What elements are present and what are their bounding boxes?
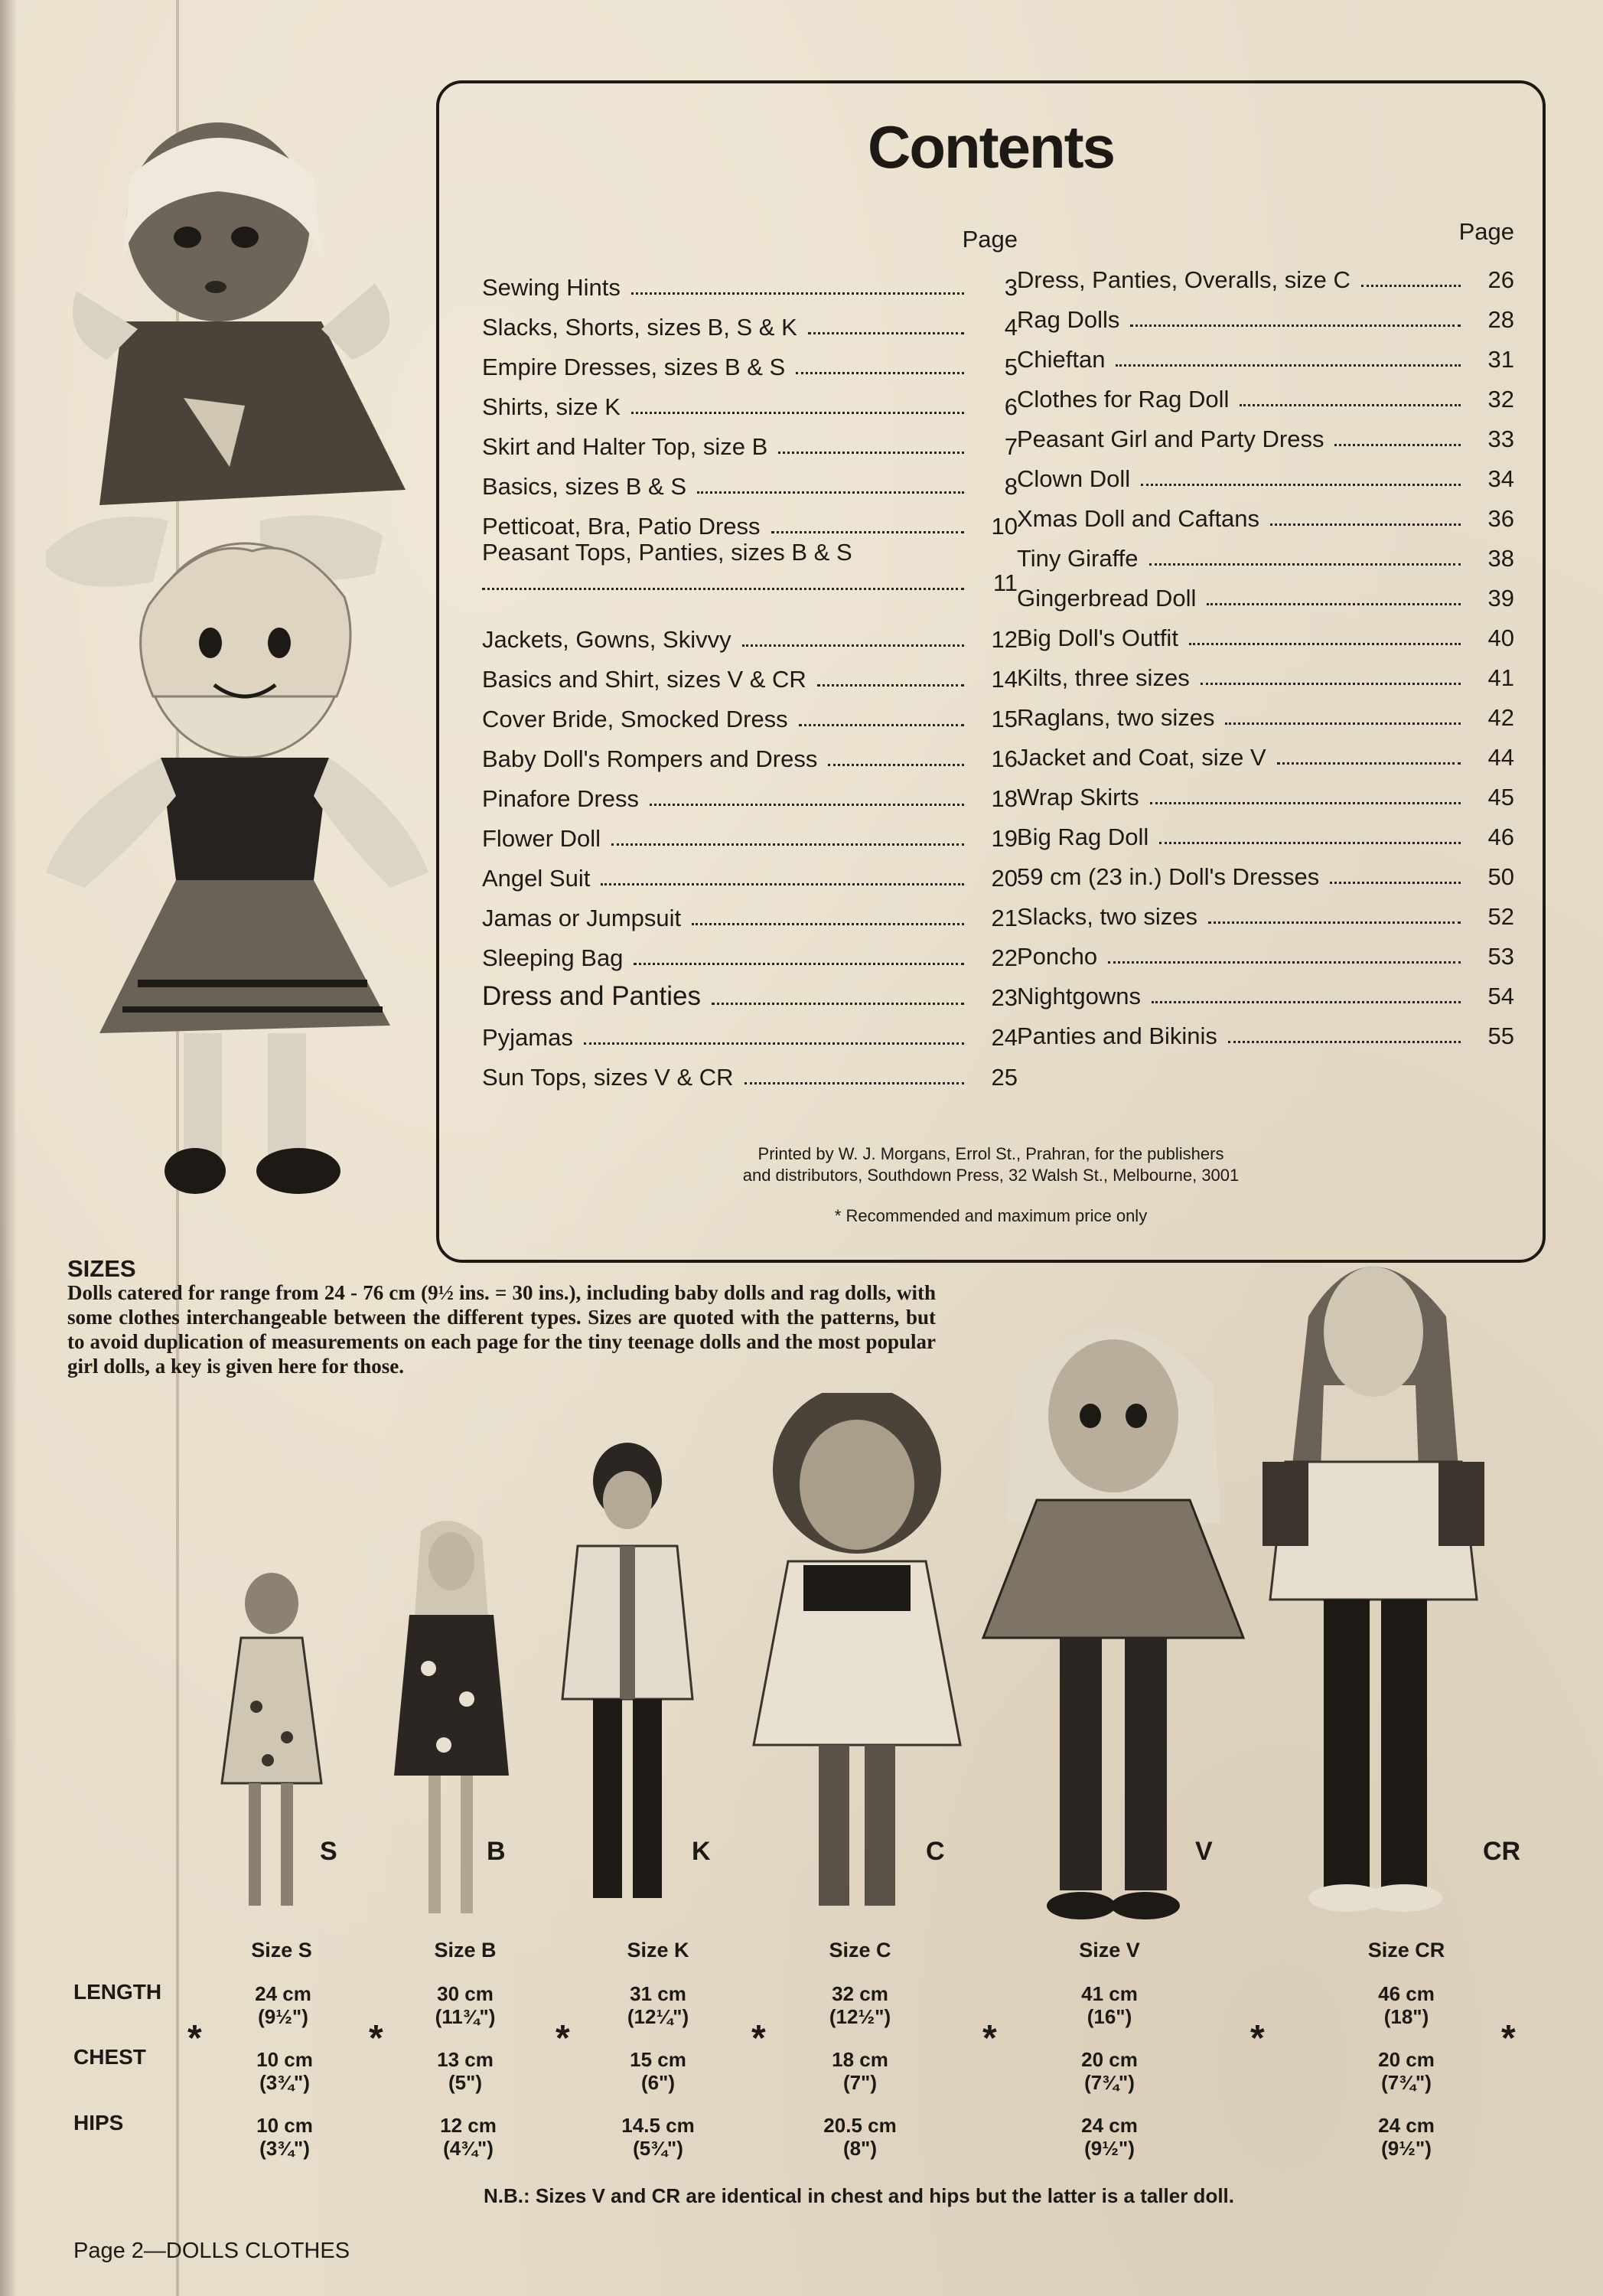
- separator-asterisk: *: [556, 2018, 570, 2059]
- entry-page: 31: [1487, 345, 1514, 373]
- doll-size-s-illustration: [195, 1569, 348, 1921]
- contents-entry: [1017, 810, 1514, 850]
- dot-leader: [1108, 961, 1461, 964]
- dot-leader: [808, 332, 964, 334]
- separator-asterisk: *: [369, 2018, 383, 2059]
- length-value: [400, 1982, 530, 2028]
- dot-leader: [1152, 1001, 1461, 1003]
- hips-value: [795, 2114, 925, 2160]
- contents-entry: [482, 892, 1018, 931]
- size-letter-c: C: [926, 1837, 945, 1866]
- chest-value: [1044, 2048, 1175, 2094]
- entry-page: 53: [1487, 942, 1514, 970]
- entry-title: Pyjamas: [482, 1023, 573, 1051]
- chest-value: [795, 2048, 925, 2094]
- printer-line-2: and distributors, Southdown Press, 32 Walsh St., Melbourne, 3001: [742, 1165, 1240, 1185]
- contents-entry: [482, 693, 1018, 732]
- entry-title: Raglans, two sizes: [1017, 703, 1215, 731]
- size-column-header: Size C: [829, 1939, 891, 1962]
- sizes-description: Dolls catered for range from 24 - 76 cm (9½ ins. = 30 ins.), including baby dolls and rag dolls, with some clothes interchangeable between the different types. Sizes are quoted with the patterns, but to avoid duplication of measurements on each page for the tiny teenage dolls and the most popular girl dolls, a key is given here for those.: [67, 1281, 936, 1378]
- dot-leader: [1228, 1041, 1461, 1043]
- entry-title: Skirt and Halter Top, size B: [482, 432, 768, 460]
- dot-leader: [778, 452, 964, 454]
- contents-entry: [1017, 373, 1514, 413]
- entry-page: 52: [1487, 902, 1514, 930]
- entry-title: Nightgowns: [1017, 982, 1141, 1009]
- entry-page: 36: [1487, 504, 1514, 532]
- dot-leader: [1159, 842, 1461, 844]
- dot-leader: [1150, 802, 1461, 804]
- contents-right-column: [1017, 218, 1514, 1049]
- value-in: (7¾"): [1084, 2071, 1135, 2094]
- dot-leader: [744, 1082, 964, 1084]
- entry-title: Angel Suit: [482, 864, 591, 892]
- contents-entry: [482, 653, 1018, 693]
- hips-value: [1341, 2114, 1471, 2160]
- value-cm: 10 cm: [256, 2114, 313, 2137]
- value-in: (5¾"): [633, 2137, 683, 2160]
- value-in: (11¾"): [435, 2005, 496, 2028]
- dot-leader: [1201, 683, 1461, 685]
- entry-title: Sun Tops, sizes V & CR: [482, 1063, 734, 1091]
- separator-asterisk: *: [1501, 2018, 1516, 2059]
- value-in: (18"): [1383, 2005, 1429, 2028]
- nb-note: N.B.: Sizes V and CR are identical in chest and hips but the latter is a taller doll.: [484, 2184, 1234, 2207]
- entry-title: Dress and Panties: [482, 980, 701, 1011]
- entry-title: Clothes for Rag Doll: [1017, 385, 1230, 413]
- entry-page: 19: [991, 824, 1018, 852]
- doll-size-b-illustration: [375, 1515, 528, 1929]
- entry-page: 15: [991, 705, 1018, 732]
- contents-entry: [482, 380, 1018, 420]
- dot-leader: [1208, 921, 1461, 924]
- entry-title: Rag Dolls: [1017, 305, 1120, 333]
- length-value: [1044, 1982, 1175, 2028]
- value-cm: 13 cm: [437, 2048, 494, 2071]
- dot-leader: [1149, 563, 1461, 566]
- printer-line-1: Printed by W. J. Morgans, Errol St., Prahran, for the publishers: [758, 1144, 1224, 1163]
- entry-page: 39: [1487, 584, 1514, 612]
- value-in: (8"): [842, 2137, 878, 2160]
- entry-title: Empire Dresses, sizes B & S: [482, 353, 786, 380]
- value-cm: 14.5 cm: [621, 2114, 695, 2137]
- entry-page: 10: [991, 512, 1018, 540]
- entry-title: 59 cm (23 in.) Doll's Dresses: [1017, 863, 1320, 890]
- value-in: (6"): [640, 2071, 676, 2094]
- entry-title: Peasant Girl and Party Dress: [1017, 425, 1324, 452]
- dot-leader: [692, 923, 964, 925]
- doll-size-v-illustration: [968, 1293, 1259, 1929]
- entry-title: Kilts, three sizes: [1017, 664, 1190, 691]
- dot-leader: [799, 724, 964, 726]
- page-edge-shadow: [0, 0, 17, 2296]
- contents-entry: [1017, 651, 1514, 691]
- contents-entry: [482, 500, 1018, 540]
- entry-page: 25: [991, 1063, 1018, 1091]
- entry-title: Slacks, two sizes: [1017, 902, 1198, 930]
- entry-page: 20: [991, 864, 1018, 892]
- entry-page: 40: [1487, 624, 1514, 651]
- size-letter-k: K: [692, 1837, 711, 1866]
- value-cm: 20 cm: [1081, 2048, 1138, 2071]
- dot-leader: [631, 412, 964, 414]
- entry-page: 16: [991, 745, 1018, 772]
- contents-entry: [482, 931, 1018, 971]
- contents-entry: [1017, 413, 1514, 452]
- dot-leader: [634, 963, 964, 965]
- entry-page: 28: [1487, 305, 1514, 333]
- contents-entry: [482, 852, 1018, 892]
- entry-title: Sleeping Bag: [482, 944, 624, 971]
- value-in: (9½"): [1084, 2137, 1135, 2160]
- value-in: (12½"): [829, 2005, 891, 2028]
- entry-title: Big Doll's Outfit: [1017, 624, 1178, 651]
- entry-page: 11: [992, 569, 1018, 597]
- value-in: (5"): [448, 2071, 483, 2094]
- value-cm: 18 cm: [832, 2048, 888, 2071]
- entry-page: 14: [991, 665, 1018, 693]
- value-in: (12¼"): [627, 2005, 689, 2028]
- entry-page: 55: [1487, 1022, 1514, 1049]
- size-column-header: Size V: [1079, 1939, 1140, 1962]
- dot-leader: [1189, 643, 1461, 645]
- value-cm: 31 cm: [630, 1982, 686, 2005]
- chest-value: [1341, 2048, 1471, 2094]
- dot-leader: [712, 1003, 964, 1005]
- contents-entry: [1017, 970, 1514, 1009]
- entry-page: 38: [1487, 544, 1514, 572]
- entry-title: Wrap Skirts: [1017, 783, 1139, 810]
- contents-entry: [482, 1011, 1018, 1051]
- entry-page: 33: [1487, 425, 1514, 452]
- size-column-header: Size S: [251, 1939, 312, 1962]
- entry-page: 8: [1004, 472, 1018, 500]
- rag-doll-illustration: [23, 520, 451, 1209]
- size-letter-b: B: [487, 1837, 506, 1866]
- contents-entry: [1017, 1009, 1514, 1049]
- entry-page: 46: [1487, 823, 1514, 850]
- contents-entry: [1017, 930, 1514, 970]
- contents-entry: [1017, 532, 1514, 572]
- value-cm: 12 cm: [440, 2114, 497, 2137]
- entry-title: Clown Doll: [1017, 465, 1131, 492]
- entry-page: 44: [1487, 743, 1514, 771]
- dot-leader: [1240, 404, 1461, 406]
- entry-title: Dress, Panties, Overalls, size C: [1017, 266, 1350, 293]
- entry-page: 54: [1487, 982, 1514, 1009]
- contents-entry: [482, 420, 1018, 460]
- contents-entry: [482, 812, 1018, 852]
- chest-value: [593, 2048, 723, 2094]
- value-cm: 24 cm: [1378, 2114, 1435, 2137]
- value-cm: 30 cm: [437, 1982, 494, 2005]
- entry-page: 7: [1004, 432, 1018, 460]
- chest-value: [400, 2048, 530, 2094]
- contents-entry: [1017, 253, 1514, 293]
- dot-leader: [650, 804, 964, 806]
- doll-size-cr-illustration: [1247, 1232, 1492, 1921]
- separator-asterisk: *: [982, 2018, 997, 2059]
- value-cm: 15 cm: [630, 2048, 686, 2071]
- value-in: (3¾"): [259, 2071, 310, 2094]
- entry-page: 18: [991, 784, 1018, 812]
- dot-leader: [631, 292, 964, 295]
- contents-entry: [482, 460, 1018, 500]
- length-value: [218, 1982, 348, 2028]
- size-letter-v: V: [1195, 1837, 1213, 1866]
- chest-value: [220, 2048, 350, 2094]
- entry-page: 45: [1487, 783, 1514, 810]
- sizes-heading: SIZES: [67, 1255, 136, 1282]
- value-cm: 20.5 cm: [823, 2114, 897, 2137]
- dot-leader: [828, 764, 964, 766]
- contents-entry: [1017, 293, 1514, 333]
- row-label-chest: CHEST: [73, 2045, 146, 2069]
- length-value: [795, 1982, 925, 2028]
- page-footer: Page 2—DOLLS CLOTHES: [73, 2239, 350, 2263]
- entry-page: 24: [991, 1023, 1018, 1051]
- value-cm: 41 cm: [1081, 1982, 1138, 2005]
- contents-entry: [482, 301, 1018, 341]
- entry-title: Cover Bride, Smocked Dress: [482, 705, 788, 732]
- contents-entry: [1017, 612, 1514, 651]
- entry-title: Pinafore Dress: [482, 784, 640, 812]
- entry-title: Jacket and Coat, size V: [1017, 743, 1266, 771]
- printer-credit: [439, 1143, 1543, 1186]
- entry-title: Peasant Tops, Panties, sizes B & S: [482, 539, 852, 566]
- value-in: (4¾"): [443, 2137, 494, 2160]
- entry-title: Chieftan: [1017, 345, 1106, 373]
- value-cm: 24 cm: [1081, 2114, 1138, 2137]
- entry-page: 50: [1487, 863, 1514, 890]
- contents-entry: [482, 971, 1018, 1011]
- length-value: [593, 1982, 723, 2028]
- entry-page: 26: [1487, 266, 1514, 293]
- value-in: (7¾"): [1381, 2071, 1432, 2094]
- contents-entry: [1017, 691, 1514, 731]
- entry-title: Baby Doll's Rompers and Dress: [482, 745, 818, 772]
- contents-entry: [482, 540, 1018, 613]
- entry-page: 3: [1004, 273, 1018, 301]
- separator-asterisk: *: [751, 2018, 766, 2059]
- contents-title: Contents: [868, 113, 1114, 181]
- dot-leader: [1225, 722, 1461, 725]
- entry-page: 32: [1487, 385, 1514, 413]
- entry-page: 23: [991, 983, 1018, 1011]
- entry-title: Slacks, Shorts, sizes B, S & K: [482, 313, 797, 341]
- contents-entry: [482, 772, 1018, 812]
- dot-leader: [817, 684, 964, 687]
- contents-entry: [1017, 731, 1514, 771]
- entry-page: 6: [1004, 393, 1018, 420]
- size-column-header: Size B: [434, 1939, 497, 1962]
- entry-page: 12: [991, 625, 1018, 653]
- dot-leader: [771, 531, 964, 533]
- separator-asterisk: *: [187, 2018, 202, 2059]
- entry-title: Jackets, Gowns, Skivvy: [482, 625, 731, 653]
- contents-box: [436, 80, 1546, 1263]
- entry-page: 34: [1487, 465, 1514, 492]
- hips-value: [403, 2114, 533, 2160]
- size-letter-cr: CR: [1483, 1837, 1521, 1866]
- entry-title: Big Rag Doll: [1017, 823, 1149, 850]
- entry-title: Shirts, size K: [482, 393, 621, 420]
- size-letter-s: S: [320, 1837, 337, 1866]
- entry-page: 4: [1004, 313, 1018, 341]
- contents-entry: [482, 732, 1018, 772]
- value-cm: 24 cm: [255, 1982, 311, 2005]
- entry-page: 41: [1487, 664, 1514, 691]
- value-cm: 46 cm: [1378, 1982, 1435, 2005]
- contents-left-column: [482, 226, 1018, 1091]
- dot-leader: [1207, 603, 1461, 605]
- separator-asterisk: *: [1250, 2018, 1265, 2059]
- dot-leader: [1116, 364, 1461, 367]
- entry-title: Xmas Doll and Caftans: [1017, 504, 1260, 532]
- value-in: (3¾"): [259, 2137, 310, 2160]
- dot-leader: [1141, 484, 1461, 486]
- dot-leader: [482, 588, 964, 590]
- entry-title: Flower Doll: [482, 824, 601, 852]
- entry-title: Tiny Giraffe: [1017, 544, 1139, 572]
- entry-page: 42: [1487, 703, 1514, 731]
- dot-leader: [1334, 444, 1461, 446]
- contents-entry: [482, 341, 1018, 380]
- entry-title: Sewing Hints: [482, 273, 621, 301]
- entry-title: Poncho: [1017, 942, 1098, 970]
- row-label-hips: HIPS: [73, 2111, 124, 2135]
- entry-title: Basics, sizes B & S: [482, 472, 687, 500]
- price-note: * Recommended and maximum price only: [834, 1206, 1148, 1225]
- entry-title: Panties and Bikinis: [1017, 1022, 1217, 1049]
- dot-leader: [1130, 325, 1461, 327]
- dot-leader: [1361, 285, 1461, 287]
- value-cm: 10 cm: [256, 2048, 313, 2071]
- contents-entry: [482, 613, 1018, 653]
- dot-leader: [611, 843, 964, 846]
- contents-entry: [1017, 492, 1514, 532]
- dot-leader: [1277, 762, 1461, 765]
- row-label-length: LENGTH: [73, 1980, 162, 2004]
- contents-entry: [482, 1051, 1018, 1091]
- entry-title: Basics and Shirt, sizes V & CR: [482, 665, 806, 693]
- value-in: (9½"): [1381, 2137, 1432, 2160]
- hips-value: [1044, 2114, 1175, 2160]
- size-column-header: Size K: [627, 1939, 689, 1962]
- entry-page: 5: [1004, 353, 1018, 380]
- hips-value: [220, 2114, 350, 2160]
- size-column-header: Size CR: [1367, 1939, 1445, 1962]
- length-value: [1341, 1982, 1471, 2028]
- entry-title: Jamas or Jumpsuit: [482, 904, 682, 931]
- contents-entry: [1017, 333, 1514, 373]
- value-in: (9½"): [258, 2005, 308, 2028]
- entry-page: 22: [991, 944, 1018, 971]
- hips-value: [593, 2114, 723, 2160]
- value-in: (16"): [1087, 2005, 1132, 2028]
- contents-entry: [1017, 452, 1514, 492]
- contents-entry: [1017, 771, 1514, 810]
- entry-title: Gingerbread Doll: [1017, 584, 1197, 612]
- dot-leader: [1270, 523, 1461, 526]
- value-in: (7"): [842, 2071, 878, 2094]
- dot-leader: [584, 1042, 964, 1045]
- dot-leader: [742, 644, 964, 647]
- dot-leader: [697, 491, 964, 494]
- entry-page: 21: [991, 904, 1018, 931]
- contents-entry: [1017, 890, 1514, 930]
- value-cm: 20 cm: [1378, 2048, 1435, 2071]
- entry-title: Petticoat, Bra, Patio Dress: [482, 512, 761, 540]
- contents-entry: [482, 261, 1018, 301]
- dot-leader: [1330, 882, 1461, 884]
- contents-entry: [1017, 572, 1514, 612]
- value-cm: 32 cm: [832, 1982, 888, 2005]
- dot-leader: [601, 883, 964, 885]
- contents-entry: [1017, 850, 1514, 890]
- dot-leader: [796, 372, 964, 374]
- page-column-header: Page: [1458, 218, 1514, 245]
- page-column-header: Page: [962, 226, 1018, 253]
